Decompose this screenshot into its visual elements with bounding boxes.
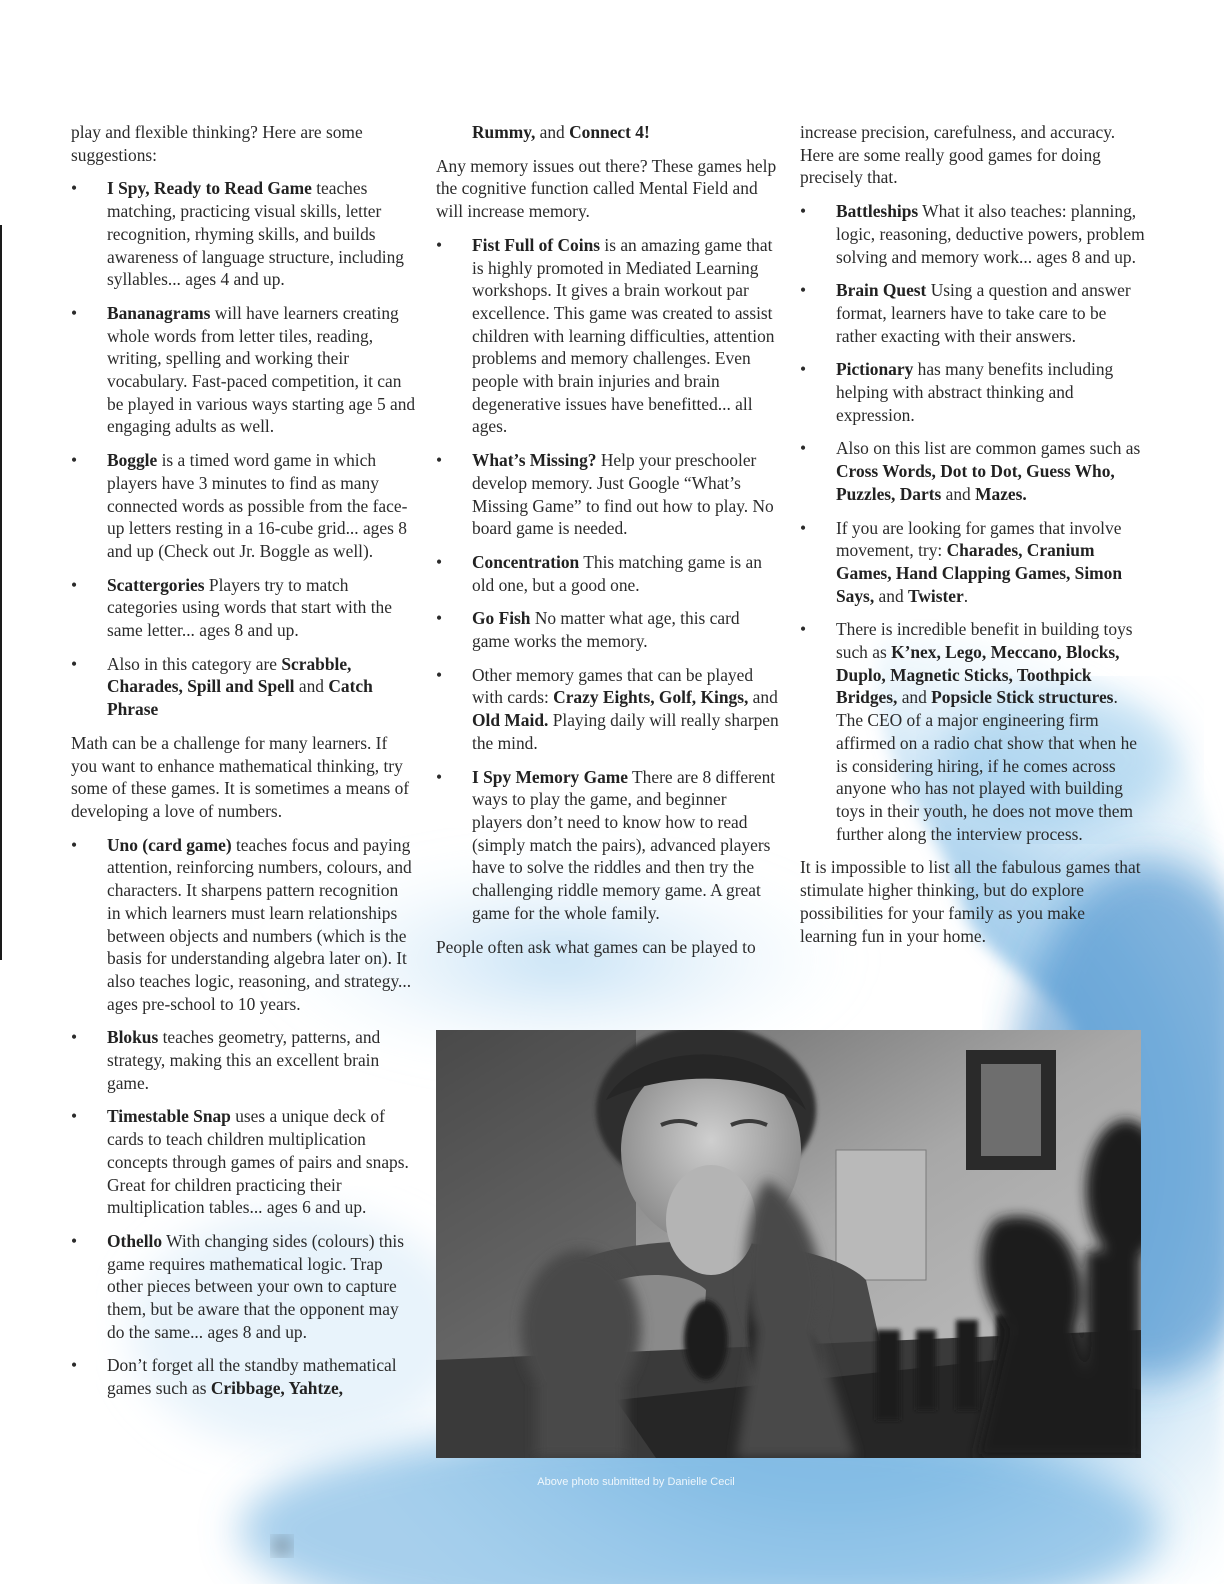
list-item: • Pictionary has many benefits including helping with abstract thinking and expression. bbox=[800, 358, 1145, 426]
right-intro: increase precision, carefulness, and accuracy. Here are some really good games for doing precisely that. bbox=[800, 122, 1116, 188]
list-item: • Battleships What it also teaches: planning, logic, reasoning, deductive powers, problem solving and memory work... ages 8 and up. bbox=[800, 200, 1145, 268]
memory-intro: Any memory issues out there? These games help the cognitive function called Mental Field and will increase memory. bbox=[436, 155, 777, 222]
closing-paragraph: It is impossible to list all the fabulous games that stimulate higher thinking, but do explore possibilities for your family as you make learning fun in your home. bbox=[800, 857, 1141, 946]
list-item: • Othello With changing sides (colours) this game requires mathematical logic. Trap other pieces between your own to capture them, but be aware that the opponent may do the same... ages 8 and up. bbox=[71, 1230, 416, 1344]
list-item: • Other memory games that can be played with cards: Crazy Eights, Golf, Kings, and Old Maid. Playing daily will really sharpen the mind. bbox=[436, 664, 781, 755]
list-item: • Fist Full of Coins is an amazing game that is highly promoted in Mediated Learning workshops. It gives a brain workout par excellence. This game was created to assist children with learning difficulties, attention problems and memory challenges. Even people with brain injuries and brain degenerative issues have benefitted... all ages. bbox=[436, 234, 781, 438]
literacy-games-list bbox=[71, 177, 416, 720]
middle-column bbox=[436, 121, 781, 969]
list-item: • I Spy Memory Game There are 8 different ways to play the game, and beginner players don’t need to know how to read (simply match the pairs), advanced players have to solve the riddles and then try the challenging riddle memory game. A great game for the whole family. bbox=[436, 766, 781, 925]
left-column bbox=[71, 121, 416, 1411]
list-item: • Uno (card game) teaches focus and paying attention, reinforcing numbers, colours, and characters. It sharpens pattern recognition in which learners must learn relationships between objects and numbers (which is the basis for understanding algebra later on). It also teaches logic, reasoning, and strategy... ages pre-school to 10 years. bbox=[71, 834, 416, 1016]
list-item: • Brain Quest Using a question and answer format, learners have to take care to be rather exacting with their answers. bbox=[800, 279, 1145, 347]
math-intro: Math can be a challenge for many learners. If you want to enhance mathematical thinking, try some of these games. It is sometimes a means of developing a love of numbers. bbox=[71, 732, 410, 821]
list-item: • What’s Missing? Help your preschooler develop memory. Just Google “What’s Missing Game” to find out how to play. No board game is needed. bbox=[436, 449, 781, 540]
photo-caption: Above photo submitted by Danielle Cecil bbox=[537, 1476, 735, 1488]
boy-playing-chess-photo bbox=[436, 1030, 1141, 1458]
list-item: • Don’t forget all the standby mathematical games such as Cribbage, Yahtze, bbox=[71, 1354, 416, 1399]
standby-continuation: Rummy, and Connect 4! bbox=[472, 122, 650, 142]
list-item: • Also on this list are common games such as Cross Words, Dot to Dot, Guess Who, Puzzles, Darts and Mazes. bbox=[800, 437, 1145, 505]
list-item: • Go Fish No matter what age, this card game works the memory. bbox=[436, 607, 781, 652]
middle-outro: People often ask what games can be played to bbox=[436, 936, 756, 957]
list-item: • Bananagrams will have learners creating whole words from letter tiles, reading, writing, spelling and working their vocabulary. Fast-paced competition, it can be played in various ways starting age 5 and engaging adults as well. bbox=[71, 302, 416, 438]
list-item: • I Spy, Ready to Read Game teaches matching, practicing visual skills, letter recognition, rhyming skills, and builds awareness of language structure, including syllables... ages 4 and up. bbox=[71, 177, 416, 291]
list-item: • Blokus teaches geometry, patterns, and strategy, making this an excellent brain game. bbox=[71, 1026, 416, 1094]
list-item: • If you are looking for games that involve movement, try: Charades, Cranium Games, Hand Clapping Games, Simon Says, and Twister. bbox=[800, 517, 1145, 608]
list-item: • Boggle is a timed word game in which players have 3 minutes to find as many connected words as possible from the face-up letters resting in a 16-cube grid... ages 8 and up (Check out Jr. Boggle as well). bbox=[71, 449, 416, 563]
precision-games-list bbox=[800, 200, 1145, 845]
left-edge-rule bbox=[0, 225, 2, 960]
list-item: • There is incredible benefit in building toys such as K’nex, Lego, Meccano, Blocks, Duplo, Magnetic Sticks, Toothpick Bridges, and Popsicle Stick structures. The CEO of a major engineering firm affirmed on a radio chat show that when he is considering hiring, if he comes across anyone who has not played with building toys in their youth, he does not move them further along the interview process. bbox=[800, 618, 1145, 845]
math-games-list bbox=[71, 834, 416, 1400]
list-item: • Concentration This matching game is an old one, but a good one. bbox=[436, 551, 781, 596]
left-intro: play and flexible thinking? Here are some suggestions: bbox=[71, 122, 363, 165]
list-item: • Timestable Snap uses a unique deck of cards to teach children multiplication concepts through games of pairs and snaps. Great for children practicing their multiplication tables... ages 6 and up. bbox=[71, 1105, 416, 1219]
memory-games-list bbox=[436, 234, 781, 925]
list-item: • Also in this category are Scrabble, Charades, Spill and Spell and Catch Phrase bbox=[71, 653, 416, 721]
photo-illustration bbox=[436, 1030, 1141, 1458]
list-item: • Scattergories Players try to match categories using words that start with the same letter... ages 8 and up. bbox=[71, 574, 416, 642]
right-column bbox=[800, 121, 1145, 958]
